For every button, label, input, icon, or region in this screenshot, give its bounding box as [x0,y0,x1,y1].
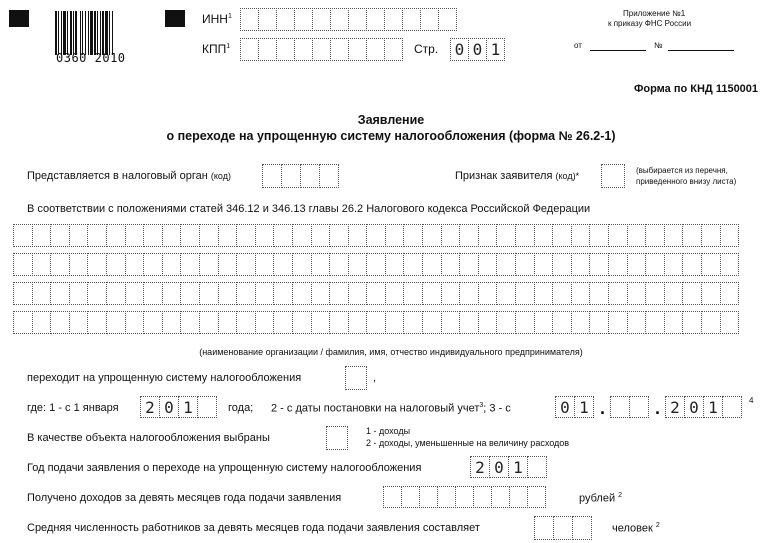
option2-label: 2 - с даты постановки на налоговый учет$^3$; 3 - с [271,402,511,415]
input-cell[interactable] [701,282,721,305]
input-cell[interactable]: 0 [159,396,179,418]
income-label: Получено доходов за девять месяцев года подачи заявления [27,492,342,504]
input-cell[interactable] [262,164,282,188]
input-cell[interactable] [552,282,572,305]
input-cell[interactable] [441,253,461,276]
date-month-field[interactable] [610,396,648,418]
organization-name-grid[interactable] [13,224,738,340]
input-cell[interactable] [496,224,516,247]
input-cell[interactable] [87,224,107,247]
input-cell[interactable] [255,311,275,334]
input-cell[interactable] [401,486,420,508]
input-cell[interactable] [403,311,423,334]
input-cell[interactable] [162,224,182,247]
date-dot1: . [600,398,606,418]
barcode [55,11,114,55]
input-cell[interactable] [601,164,625,188]
date-day-field[interactable] [555,396,593,418]
input-cell[interactable] [534,224,554,247]
input-cell[interactable] [300,164,320,188]
object-label: В качестве объекта налогообложения выбраны [27,432,270,444]
input-cell[interactable] [459,253,479,276]
input-cell[interactable] [87,282,107,305]
input-cell[interactable] [720,282,740,305]
input-cell[interactable] [422,282,442,305]
employees-label: Средняя численность работников за девять месяцев года подачи заявления составляет [27,522,480,534]
input-cell[interactable] [664,253,684,276]
input-cell[interactable] [199,282,219,305]
transition-option-field[interactable] [345,366,366,390]
input-cell[interactable] [13,253,33,276]
input-cell[interactable] [441,282,461,305]
input-cell[interactable] [589,253,609,276]
input-cell[interactable]: 2 [665,396,685,418]
input-cell[interactable] [664,224,684,247]
input-cell[interactable] [273,224,293,247]
input-cell[interactable] [255,224,275,247]
input-cell[interactable] [13,224,33,247]
name-grid-row[interactable] [13,282,738,305]
input-cell[interactable] [330,38,349,61]
input-cell[interactable] [455,486,474,508]
input-cell[interactable] [366,311,386,334]
applicant-sign-field[interactable] [601,164,624,188]
input-cell[interactable] [571,282,591,305]
input-cell[interactable] [236,282,256,305]
input-cell[interactable] [125,253,145,276]
input-cell[interactable] [402,8,421,31]
input-cell[interactable] [180,282,200,305]
input-cell[interactable] [610,396,630,418]
input-cell[interactable] [571,311,591,334]
input-cell[interactable] [125,282,145,305]
input-cell[interactable] [571,224,591,247]
input-cell[interactable] [589,282,609,305]
input-cell[interactable] [292,311,312,334]
input-cell[interactable] [294,8,313,31]
input-cell[interactable] [534,282,554,305]
input-cell[interactable] [258,38,277,61]
input-cell[interactable]: 2 [140,396,160,418]
input-cell[interactable] [441,224,461,247]
input-cell[interactable] [255,253,275,276]
input-cell[interactable] [385,253,405,276]
input-cell[interactable] [515,282,535,305]
input-cell[interactable] [515,224,535,247]
order-number-line[interactable] [668,49,734,51]
input-cell[interactable] [552,224,572,247]
form-code: Форма по КНД 1150001 [634,83,759,95]
input-cell[interactable] [627,311,647,334]
input-cell[interactable] [627,282,647,305]
input-cell[interactable] [527,456,547,478]
input-cell[interactable] [366,8,385,31]
title-line2: о переходе на упрощенную систему налогообложения (форма № 26.2-1) [166,129,616,143]
input-cell[interactable] [422,253,442,276]
input-cell[interactable] [143,253,163,276]
input-cell[interactable] [571,253,591,276]
input-cell[interactable] [348,253,368,276]
input-cell[interactable] [664,311,684,334]
submission-year-label: Год подачи заявления о переходе на упрощенную систему налогообложения [27,462,422,474]
inn-field[interactable] [240,8,456,31]
input-cell[interactable] [326,426,348,450]
input-cell[interactable] [87,311,107,334]
input-cell[interactable] [311,282,331,305]
input-cell[interactable] [273,253,293,276]
input-cell[interactable] [32,311,52,334]
input-cell[interactable] [419,486,438,508]
input-cell[interactable] [69,224,89,247]
input-cell[interactable] [534,311,554,334]
input-cell[interactable] [199,224,219,247]
date-year-field[interactable] [665,396,741,418]
input-cell[interactable] [720,253,740,276]
input-cell[interactable] [366,224,386,247]
from-label: от [574,41,582,50]
input-cell[interactable] [496,253,516,276]
input-cell[interactable] [720,311,740,334]
input-cell[interactable] [281,164,301,188]
input-cell[interactable] [32,224,52,247]
input-cell[interactable] [608,311,628,334]
input-cell[interactable] [240,8,259,31]
from-date-line[interactable] [590,49,646,51]
input-cell[interactable] [403,253,423,276]
input-cell[interactable] [384,8,403,31]
input-cell[interactable] [106,311,126,334]
input-cell[interactable] [720,224,740,247]
input-cell[interactable] [496,282,516,305]
input-cell[interactable] [276,38,295,61]
input-cell[interactable] [106,224,126,247]
input-cell[interactable] [329,224,349,247]
input-cell[interactable] [422,224,442,247]
input-cell[interactable] [478,311,498,334]
input-cell[interactable] [236,311,256,334]
input-cell[interactable] [627,224,647,247]
transition-comma: , [373,372,377,384]
registration-marker-right [165,10,185,27]
name-grid-row[interactable] [13,253,738,276]
input-cell[interactable] [553,516,573,540]
input-cell[interactable] [722,396,742,418]
input-cell[interactable] [645,224,665,247]
input-cell[interactable] [608,224,628,247]
input-cell[interactable] [366,282,386,305]
input-cell[interactable] [13,311,33,334]
input-cell[interactable] [311,253,331,276]
input-cell[interactable] [312,8,331,31]
applicant-sign-label: Признак заявителя (код)* [455,170,580,182]
input-cell[interactable] [437,486,456,508]
input-cell[interactable] [515,311,535,334]
employees-unit: человек $^2$ [612,522,660,535]
input-cell[interactable] [527,486,546,508]
input-cell[interactable] [552,253,572,276]
input-cell[interactable] [218,253,238,276]
appendix-line1: Приложение №1 [623,9,686,18]
input-cell[interactable] [180,224,200,247]
input-cell[interactable]: 1 [508,456,528,478]
input-cell[interactable] [608,282,628,305]
year-option1-field[interactable] [140,396,216,418]
page-number-field[interactable] [450,38,504,61]
object-option1: 1 - доходы [366,426,411,436]
input-cell[interactable]: 1 [703,396,723,418]
input-cell[interactable] [69,311,89,334]
input-cell[interactable] [330,8,349,31]
input-cell[interactable] [459,224,479,247]
input-cell[interactable] [478,253,498,276]
input-cell[interactable] [13,282,33,305]
input-cell[interactable] [645,253,665,276]
input-cell[interactable] [385,311,405,334]
input-cell[interactable] [345,366,367,390]
input-cell[interactable] [32,282,52,305]
input-cell[interactable] [627,253,647,276]
name-grid-row[interactable] [13,311,738,334]
input-cell[interactable]: 0 [555,396,575,418]
input-cell[interactable] [478,224,498,247]
input-cell[interactable] [218,282,238,305]
input-cell[interactable] [199,253,219,276]
input-cell[interactable] [589,311,609,334]
input-cell[interactable]: 1 [486,38,505,61]
input-cell[interactable] [422,311,442,334]
input-cell[interactable] [180,311,200,334]
input-cell[interactable] [552,311,572,334]
input-cell[interactable] [329,253,349,276]
barcode-number: 0360 2010 [56,51,126,65]
input-cell[interactable] [441,311,461,334]
input-cell[interactable] [292,224,312,247]
input-cell[interactable] [459,282,479,305]
input-cell[interactable] [645,311,665,334]
input-cell[interactable] [348,311,368,334]
input-cell[interactable] [348,282,368,305]
input-cell[interactable] [420,8,439,31]
input-cell[interactable] [143,224,163,247]
input-cell[interactable] [143,282,163,305]
input-cell[interactable] [197,396,217,418]
applicant-note-line1: (выбирается из перечня, [636,166,728,175]
input-cell[interactable] [459,311,479,334]
input-cell[interactable] [180,253,200,276]
name-grid-row[interactable] [13,224,738,247]
input-cell[interactable] [438,8,457,31]
input-cell[interactable] [608,253,628,276]
input-cell[interactable] [515,253,535,276]
input-cell[interactable] [682,311,702,334]
input-cell[interactable] [199,311,219,334]
input-cell[interactable] [348,38,367,61]
input-cell[interactable] [366,38,385,61]
input-cell[interactable] [682,282,702,305]
input-cell[interactable] [682,224,702,247]
inn-label: ИНН$^1$ [202,12,232,26]
input-cell[interactable] [162,311,182,334]
input-cell[interactable] [329,282,349,305]
input-cell[interactable] [572,516,592,540]
input-cell[interactable] [294,38,313,61]
input-cell[interactable] [273,311,293,334]
input-cell[interactable] [701,224,721,247]
employees-field[interactable] [534,516,591,540]
input-cell[interactable]: 0 [468,38,487,61]
input-cell[interactable] [218,311,238,334]
input-cell[interactable] [125,311,145,334]
input-cell[interactable]: 1 [574,396,594,418]
input-cell[interactable] [701,253,721,276]
input-cell[interactable] [496,311,516,334]
input-cell[interactable] [491,486,510,508]
page-label: Стр. [414,42,439,56]
name-caption: (наименование организации / фамилия, имя, отчество индивидуального предпринимателя) [199,347,583,357]
tax-authority-code-field[interactable] [262,164,338,188]
input-cell[interactable] [311,311,331,334]
title-line1: Заявление [357,113,425,127]
input-cell[interactable] [69,282,89,305]
input-cell[interactable] [312,38,331,61]
input-cell[interactable] [236,224,256,247]
input-cell[interactable] [385,282,405,305]
input-cell[interactable] [589,224,609,247]
input-cell[interactable] [218,224,238,247]
kpp-label: КПП$^1$ [202,42,231,56]
accordance-text: В соответствии с положениями статей 346.12 и 346.13 главы 26.2 Налогового кодекса Российской Федерации [27,203,591,215]
input-cell[interactable] [50,224,70,247]
tax-authority-label: Представляется в налоговый орган (код) [27,170,231,182]
input-cell[interactable] [236,253,256,276]
input-cell[interactable] [162,282,182,305]
input-cell[interactable] [319,164,339,188]
applicant-note-line2: приведенного внизу листа) [636,177,737,186]
input-cell[interactable]: 0 [684,396,704,418]
kpp-field[interactable] [240,38,402,61]
input-cell[interactable] [629,396,649,418]
input-cell[interactable]: 1 [178,396,198,418]
input-cell[interactable] [664,282,684,305]
income-field[interactable] [383,486,545,508]
input-cell[interactable] [645,282,665,305]
input-cell[interactable] [258,8,277,31]
input-cell[interactable] [509,486,528,508]
input-cell[interactable] [50,311,70,334]
input-cell[interactable] [87,253,107,276]
appendix-line2: к приказу ФНС России [608,19,692,28]
input-cell[interactable] [534,253,554,276]
input-cell[interactable] [534,516,554,540]
input-cell[interactable] [106,253,126,276]
input-cell[interactable]: 0 [489,456,509,478]
input-cell[interactable] [273,282,293,305]
input-cell[interactable] [50,253,70,276]
transition-label: переходит на упрощенную систему налогообложения [27,372,302,384]
input-cell[interactable] [366,253,386,276]
input-cell[interactable] [69,253,89,276]
input-cell[interactable] [403,282,423,305]
input-cell[interactable] [701,311,721,334]
input-cell[interactable]: 0 [450,38,469,61]
input-cell[interactable] [348,224,368,247]
input-cell[interactable] [162,253,182,276]
input-cell[interactable]: 2 [470,456,490,478]
input-cell[interactable] [384,38,403,61]
input-cell[interactable] [255,282,275,305]
input-cell[interactable] [292,282,312,305]
input-cell[interactable] [403,224,423,247]
input-cell[interactable] [32,253,52,276]
date-footnote: 4 [749,396,754,405]
submission-year-field[interactable] [470,456,546,478]
input-cell[interactable] [125,224,145,247]
year-word: года; [228,402,254,414]
input-cell[interactable] [276,8,295,31]
input-cell[interactable] [311,224,331,247]
input-cell[interactable] [473,486,492,508]
input-cell[interactable] [383,486,402,508]
registration-marker-left [9,10,29,27]
input-cell[interactable] [50,282,70,305]
input-cell[interactable] [478,282,498,305]
date-dot2: . [655,398,661,418]
input-cell[interactable] [143,311,163,334]
input-cell[interactable] [240,38,259,61]
object-option2: 2 - доходы, уменьшенные на величину расходов [366,438,570,448]
object-option-field[interactable] [326,426,347,450]
input-cell[interactable] [106,282,126,305]
input-cell[interactable] [348,8,367,31]
income-unit: рублей $^2$ [579,492,623,505]
input-cell[interactable] [682,253,702,276]
number-label: № [654,41,663,50]
input-cell[interactable] [329,311,349,334]
input-cell[interactable] [385,224,405,247]
where-label: где: 1 - с 1 января [27,402,119,414]
input-cell[interactable] [292,253,312,276]
